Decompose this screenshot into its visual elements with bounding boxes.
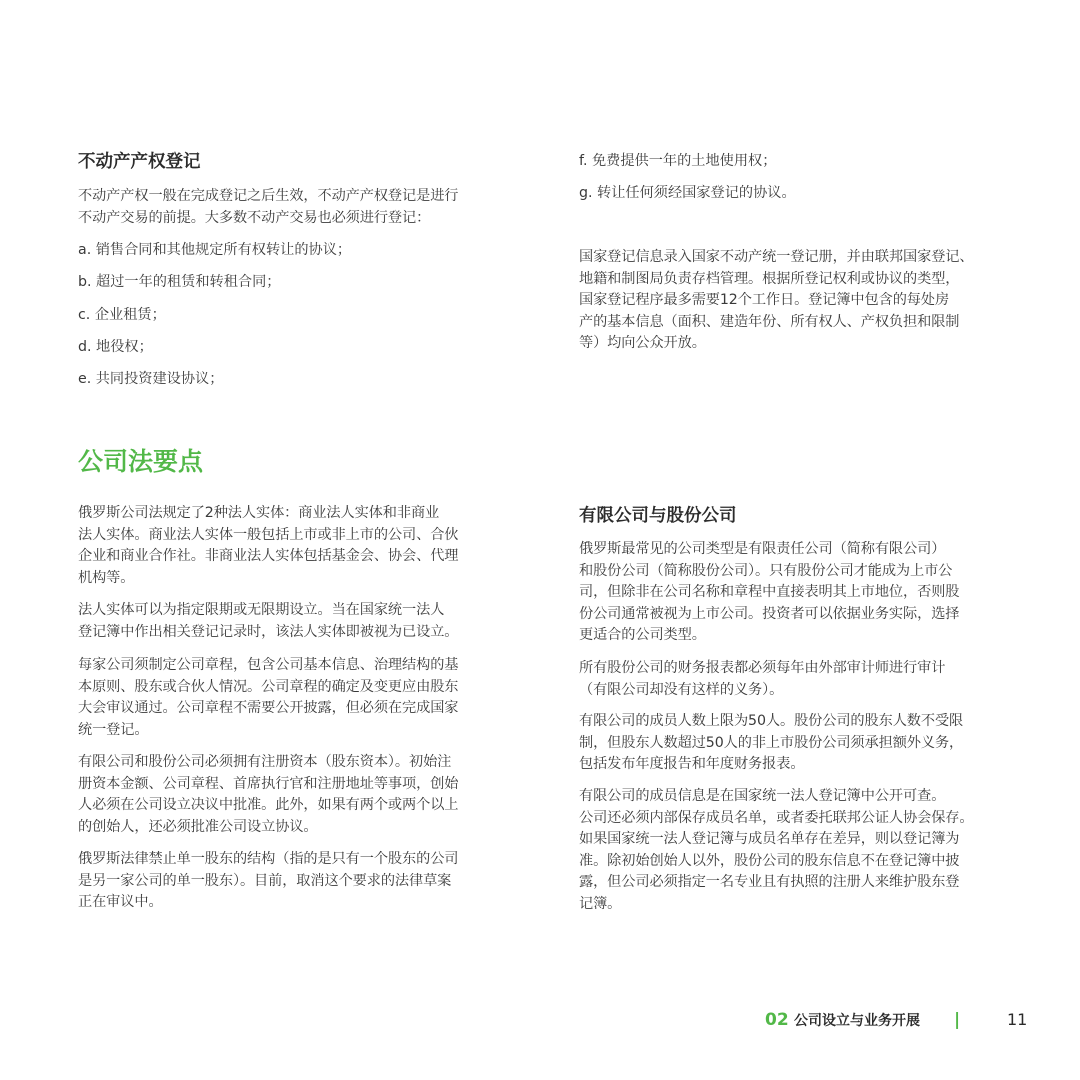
heading-real-estate: 不动产产权登记: [78, 152, 201, 172]
paragraph-line: 产的基本信息（面积、建造年份、所有权人、产权负担和限制: [579, 313, 960, 330]
footer-separator: |: [954, 1010, 961, 1030]
paragraph-line: 份公司通常被视为上市公司。投资者可以依据业务实际，选择: [579, 605, 960, 622]
paragraph-line: 包括发布年度报告和年度财务报表。: [579, 756, 805, 772]
paragraph-line: 机构等。: [78, 569, 135, 586]
paragraph-line: 准。除初始创始人以外，股份公司的股东信息不在登记簿中披: [579, 852, 960, 869]
section-heading-real-estate: [78, 150, 201, 174]
list-item: [579, 151, 776, 172]
paragraph-line: 记簿。: [579, 895, 622, 912]
list-item: [78, 272, 280, 293]
paragraph-line: 国家登记信息录入国家不动产统一登记册，并由联邦国家登记、: [579, 249, 974, 265]
heading-llc-jsc: 有限公司与股份公司: [579, 506, 737, 526]
paragraph-line: （有限公司却没有这样的义务）。: [579, 681, 784, 698]
paragraph-line: 大会审议通过。公司章程不需要公开披露，但必须在完成国家: [78, 700, 459, 716]
paragraph: [78, 655, 524, 741]
list-item: [78, 337, 153, 358]
real-estate-intro: [78, 186, 524, 229]
list-item: [78, 369, 223, 390]
list-item: [78, 240, 351, 261]
section-heading-llc-jsc: [579, 504, 737, 528]
paragraph-line: 俄罗斯最常见的公司类型是有限责任公司（简称有限公司）: [579, 541, 946, 557]
page-number: 11: [1007, 1010, 1028, 1029]
paragraph-line: 册资本金额、公司章程、首席执行官和注册地址等事项，创始: [78, 775, 459, 792]
paragraph-line: 有限公司的成员人数上限为50人。股份公司的股东人数不受限: [579, 713, 964, 729]
list-item: [78, 305, 166, 326]
paragraph: [579, 539, 1029, 647]
paragraph-line: 登记簿中作出相关登记记录时，该法人实体即被视为已设立。: [78, 623, 459, 640]
list-item-b: b. 超过一年的租赁和转租合同；: [78, 274, 281, 290]
paragraph-line: 每家公司须制定公司章程，包含公司基本信息、治理结构的基: [78, 657, 459, 673]
list-item-e: e. 共同投资建设协议；: [78, 371, 224, 387]
paragraph-line: 有限公司和股份公司必须拥有注册资本（股东资本）。初始注: [78, 754, 452, 770]
paragraph-line: 公司还必须内部保存成员名单，或者委托联邦公证人协会保存。: [579, 809, 974, 826]
section-heading-company-law: [78, 445, 203, 479]
chapter-title: 公司设立与业务开展: [794, 1013, 920, 1029]
list-item-c: c. 企业租赁；: [78, 307, 166, 323]
page-footer: [765, 1009, 1030, 1033]
paragraph-line: 本原则、股东或合伙人情况。公司章程的确定及变更应由股东: [78, 678, 459, 695]
paragraph-line: 法人实体可以为指定限期或无限期设立。当在国家统一法人: [78, 602, 445, 618]
paragraph: [579, 711, 1029, 776]
paragraph-line: 司，但除非在公司名称和章程中直接表明其上市地位，否则股: [579, 584, 960, 600]
paragraph-line: 等）均向公众开放。: [579, 335, 706, 351]
paragraph-line: 俄罗斯公司法规定了2种法人实体：商业法人实体和非商业: [78, 505, 440, 521]
paragraph-line: 更适合的公司类型。: [579, 627, 706, 643]
paragraph-line: 地籍和制图局负责存档管理。根据所登记权利或协议的类型，: [579, 270, 960, 287]
paragraph: [579, 786, 1029, 915]
paragraph: [579, 658, 1029, 701]
paragraph-line: 国家登记程序最多需要12个工作日。登记簿中包含的每处房: [579, 292, 950, 308]
paragraph-line: 制，但股东人数超过50人的非上市股份公司须承担额外义务，: [579, 734, 964, 751]
list-item-f: f. 免费提供一年的土地使用权；: [579, 153, 777, 169]
paragraph-line: 和股份公司（简称股份公司）。只有股份公司才能成为上市公: [579, 562, 953, 579]
paragraph-line: 统一登记。: [78, 721, 149, 738]
paragraph-line: 是另一家公司的单一股东）。目前，取消这个要求的法律草案: [78, 872, 452, 889]
heading-company-law: 公司法要点: [78, 447, 204, 476]
paragraph-line: 人必须在公司设立决议中批准。此外，如果有两个或两个以上: [78, 797, 459, 813]
registry-paragraph: [579, 247, 1029, 355]
paragraph-line: 如果国家统一法人登记簿与成员名单存在差异，则以登记簿为: [579, 831, 960, 847]
list-item: [579, 183, 796, 204]
paragraph-line: 俄罗斯法律禁止单一股东的结构（指的是只有一个股东的公司: [78, 851, 459, 867]
paragraph: [78, 600, 524, 643]
paragraph: [78, 503, 524, 589]
paragraph-line: 法人实体。商业法人实体一般包括上市或非上市的公司、合伙: [78, 526, 459, 543]
chapter-number: 02: [765, 1010, 789, 1030]
list-item-a: a. 销售合同和其他规定所有权转让的协议；: [78, 242, 352, 258]
paragraph-line: 露，但公司必须指定一名专业且有执照的注册人来维护股东登: [579, 874, 960, 890]
list-item-d: d. 地役权；: [78, 339, 153, 355]
paragraph-line: 正在审议中。: [78, 894, 163, 910]
paragraph-line: 所有股份公司的财务报表都必须每年由外部审计师进行审计: [579, 660, 946, 676]
list-item-g: g. 转让任何须经国家登记的协议。: [579, 185, 796, 201]
paragraph: [78, 849, 524, 914]
paragraph-line: 有限公司的成员信息是在国家统一法人登记簿中公开可查。: [579, 788, 946, 804]
paragraph-line: 企业和商业合作社。非商业法人实体包括基金会、协会、代理: [78, 548, 459, 564]
intro-line-1: 不动产产权一般在完成登记之后生效，不动产产权登记是进行: [78, 188, 459, 204]
paragraph-line: 的创始人，还必须批准公司设立协议。: [78, 818, 318, 835]
paragraph: [78, 752, 524, 838]
intro-line-2: 不动产交易的前提。大多数不动产交易也必须进行登记：: [78, 209, 431, 226]
